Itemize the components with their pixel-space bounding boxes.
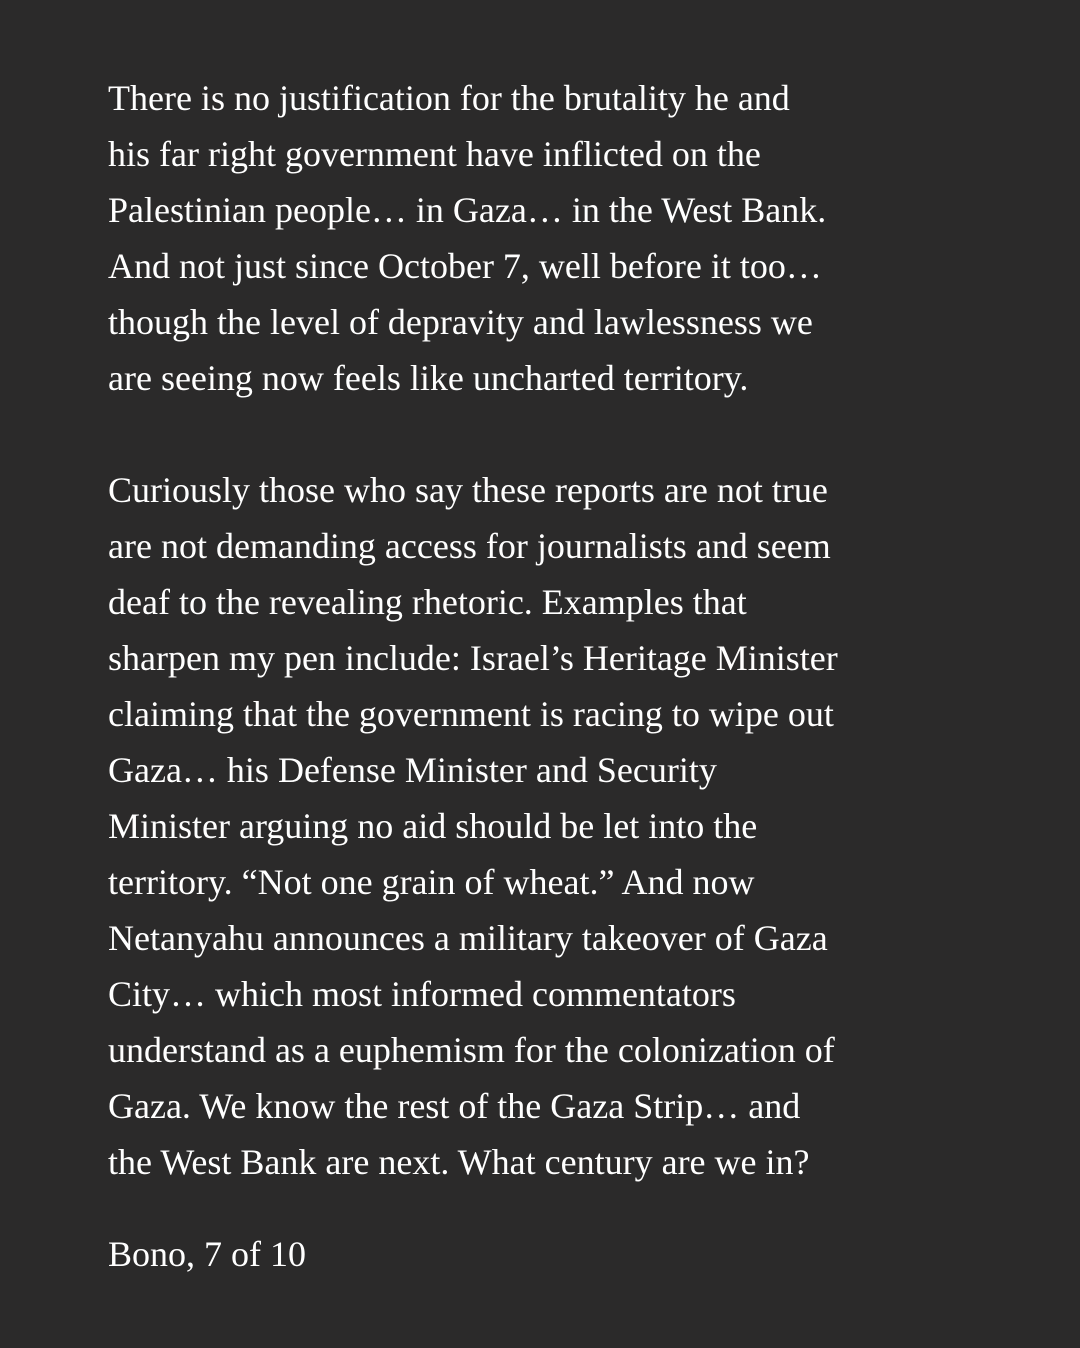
paragraph-line: though the level of depravity and lawlessness we [108, 302, 813, 342]
paragraph-line: deaf to the revealing rhetoric. Examples that [108, 582, 747, 622]
paragraph-line: his far right government have inflicted on the [108, 134, 761, 174]
paragraph-line: Gaza. We know the rest of the Gaza Strip… and [108, 1086, 801, 1126]
paragraph-line: are seeing now feels like uncharted territory. [108, 358, 749, 398]
paragraph-line: territory. “Not one grain of wheat.” And now [108, 862, 755, 902]
paragraph-line: Curiously those who say these reports are not true [108, 470, 828, 510]
paragraph-line: Minister arguing no aid should be let into the [108, 806, 758, 846]
signature [108, 1226, 988, 1282]
paragraph-line: And not just since October 7, well before it too… [108, 246, 822, 286]
paragraph-line: Gaza… his Defense Minister and Security [108, 750, 717, 790]
paragraph-line: Netanyahu announces a military takeover of Gaza [108, 918, 828, 958]
paragraph-2 [108, 462, 988, 1190]
paragraph-1 [108, 70, 988, 406]
paragraph-line: the West Bank are next. What century are we in? [108, 1142, 810, 1182]
signature-text: Bono, 7 of 10 [108, 1234, 306, 1274]
paragraph-line: claiming that the government is racing to wipe out [108, 694, 834, 734]
paragraph-line: Palestinian people… in Gaza… in the West Bank. [108, 190, 827, 230]
paragraph-line: sharpen my pen include: Israel’s Heritage Minister [108, 638, 838, 678]
paragraph-line: understand as a euphemism for the colonization of [108, 1030, 835, 1070]
paragraph-line: There is no justification for the brutality he and [108, 78, 790, 118]
paragraph-line: City… which most informed commentators [108, 974, 736, 1014]
paragraph-line: are not demanding access for journalists and seem [108, 526, 831, 566]
